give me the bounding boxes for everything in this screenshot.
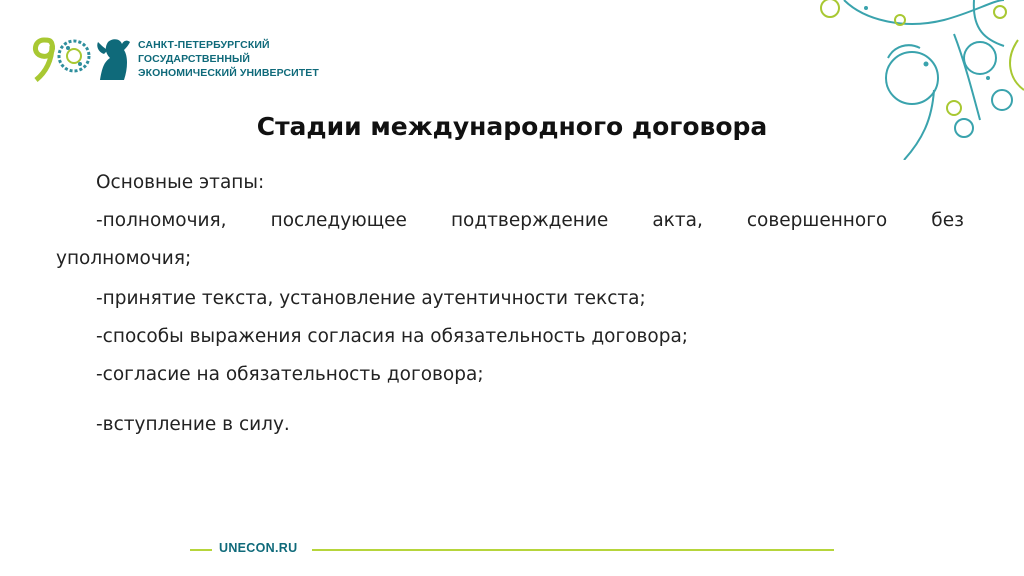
word: -полномочия, <box>96 210 227 231</box>
footer-divider-right <box>312 549 834 551</box>
list-item-3: -способы выражения согласия на обязательность договора; <box>96 326 689 347</box>
list-item-2: -принятие текста, установление аутентичности текста; <box>96 288 646 309</box>
list-item-1-line <box>96 210 964 231</box>
word: без <box>931 210 964 231</box>
university-name-line: САНКТ-ПЕТЕРБУРГСКИЙ <box>138 39 270 51</box>
list-item-4: -согласие на обязательность договора; <box>96 364 484 385</box>
footer-site-link[interactable]: UNECON.RU <box>219 541 298 555</box>
word: подтверждение <box>450 210 609 231</box>
footer-divider-left <box>190 549 212 551</box>
slide-title: Стадии международного договора <box>256 112 768 141</box>
anniversary-90-icon <box>30 34 94 82</box>
word: последующее <box>270 210 407 231</box>
university-name-line: ЭКОНОМИЧЕСКИЙ УНИВЕРСИТЕТ <box>138 67 319 79</box>
word: акта, <box>652 210 703 231</box>
intro-text: Основные этапы: <box>96 172 265 193</box>
griffin-icon <box>94 34 134 82</box>
list-item-1-continuation: уполномочия; <box>56 248 192 269</box>
word: совершенного <box>746 210 888 231</box>
university-name <box>138 38 378 80</box>
list-item-5: -вступление в силу. <box>96 414 290 435</box>
university-name-line: ГОСУДАРСТВЕННЫЙ <box>138 53 251 65</box>
